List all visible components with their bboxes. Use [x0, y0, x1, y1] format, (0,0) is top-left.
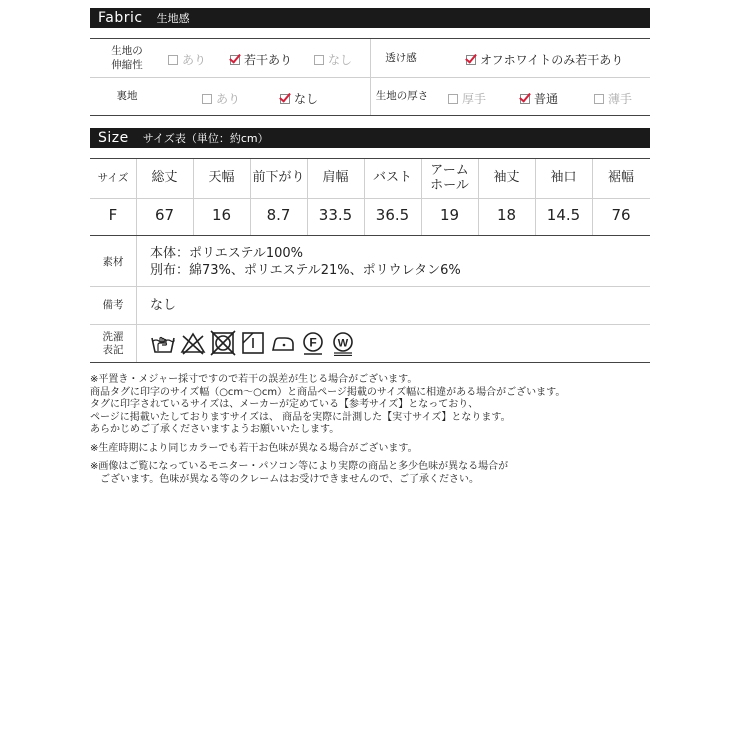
note-line: タグに印字されているサイズは、メーカーが定めている【参考サイズ】となっており、: [90, 399, 479, 410]
fabric-title: Fabric: [98, 10, 143, 26]
thickness-option-thin: 薄手: [594, 90, 632, 107]
lining-label: 裏地: [116, 90, 138, 102]
size-title: Size: [98, 130, 129, 146]
dry-clean-f-icon: [300, 330, 326, 356]
note-line: ※平置き・メジャー採寸ですので若干の誤差が生じる場合がございます。: [90, 374, 418, 385]
size-cell: 33.5: [318, 206, 353, 224]
check-mark-icon: [465, 51, 477, 63]
sheer-value: オフホワイトのみ若干あり: [466, 51, 623, 68]
note-line: ページに掲載いたしておりますサイズは、 商品を実際に計測した【実寸サイズ】となります。: [90, 411, 511, 423]
size-cell: 8.7: [266, 206, 291, 224]
size-cell: 19: [439, 206, 460, 224]
size-cell: 18: [496, 206, 517, 224]
checkbox-checked: [230, 55, 240, 65]
note-line: 商品タグに印字のサイズ幅（○cm〜○cm）と商品ページ掲載のサイズ幅に相違がある場合がございます。: [90, 386, 566, 398]
note-line: ございます。色味が異なる等のクレームはお受けできませんので、ご了承ください。: [100, 473, 479, 485]
size-cell: 14.5: [546, 206, 581, 224]
stretch-label: 生地の 伸縮性: [111, 45, 143, 71]
checkbox: [168, 55, 178, 65]
stretch-option-none: なし: [314, 51, 352, 68]
size-cell: 76: [611, 206, 631, 224]
thickness-option-normal: 普通: [520, 90, 558, 107]
size-header-cell: アーム ホール: [430, 163, 469, 193]
material-line-1: 本体：ポリエステル100%: [150, 246, 303, 261]
stretch-option-slight: 若干あり: [230, 51, 292, 68]
check-mark-icon: [279, 90, 291, 102]
stretch-option-yes: あり: [168, 51, 206, 68]
checkbox: [202, 94, 212, 104]
svg-text:F: F: [309, 335, 317, 350]
material-line-2: 別布：綿73%、ポリエステル21%、ポリウレタン6%: [150, 263, 461, 278]
size-header-cell: 袖丈: [493, 170, 520, 185]
size-cell: F: [108, 206, 118, 224]
low-iron-icon: [270, 330, 296, 356]
checkbox-checked: [466, 55, 476, 65]
check-mark-icon: [229, 51, 241, 63]
material-rule: [90, 286, 650, 287]
size-header-label: サイズ: [97, 172, 129, 184]
size-header-cell: 総丈: [151, 170, 178, 185]
remarks-label: 備考: [102, 299, 124, 311]
material-label: 素材: [102, 256, 124, 268]
size-bottom-rule: [90, 235, 650, 236]
remarks-rule: [90, 324, 650, 325]
thickness-option-thick: 厚手: [448, 90, 486, 107]
fabric-subtitle: 生地感: [156, 12, 190, 25]
lining-option-no: なし: [280, 90, 318, 107]
care-bottom-rule: [90, 362, 650, 363]
note-line: ※画像はご覧になっているモニター・パソコン等により実際の商品と多少色味が異なる場合が: [90, 461, 509, 472]
checkbox: [448, 94, 458, 104]
care-label: 洗濯 表記: [102, 331, 124, 356]
fabric-divider: [370, 39, 371, 115]
fabric-bottom-rule: [90, 115, 650, 116]
size-subtitle: サイズ表（単位：約cm）: [142, 132, 269, 145]
hand-wash-icon: [150, 330, 176, 356]
size-mid-rule: [90, 198, 650, 199]
size-header-cell: 肩幅: [322, 170, 349, 185]
care-icons: [150, 330, 356, 356]
checkbox-checked: [520, 94, 530, 104]
size-cell: 67: [154, 206, 175, 224]
no-tumble-dry-icon: [210, 330, 236, 356]
size-header-cell: 袖口: [550, 170, 577, 185]
size-top-rule: [90, 158, 650, 159]
wet-clean-w-icon: [330, 330, 356, 356]
sheer-label: 透け感: [385, 52, 417, 64]
size-header: [90, 128, 650, 148]
thickness-label: 生地の厚さ: [375, 90, 429, 102]
check-mark-icon: [519, 90, 531, 102]
checkbox: [314, 55, 324, 65]
size-header-cell: 裾幅: [607, 170, 634, 185]
lining-option-yes: あり: [202, 90, 240, 107]
label-column-divider: [136, 236, 137, 362]
remarks-value: なし: [150, 298, 177, 313]
checkbox: [594, 94, 604, 104]
line-dry-shade-icon: [240, 330, 266, 356]
fabric-header: [90, 8, 650, 28]
size-header-cell: バスト: [372, 170, 412, 185]
size-cell: 36.5: [375, 206, 410, 224]
size-cell: 16: [211, 206, 232, 224]
checkbox-checked: [280, 94, 290, 104]
size-header-cell: 前下がり: [252, 170, 305, 185]
note-line: あらかじめご了承くださいますようお願いいたします。: [90, 424, 340, 435]
notes: [90, 374, 565, 486]
note-line: ※生産時期により同じカラーでも若干お色味が異なる場合がございます。: [90, 442, 418, 454]
no-bleach-icon: [180, 330, 206, 356]
size-header-cell: 天幅: [208, 170, 235, 185]
svg-text:W: W: [337, 337, 349, 350]
